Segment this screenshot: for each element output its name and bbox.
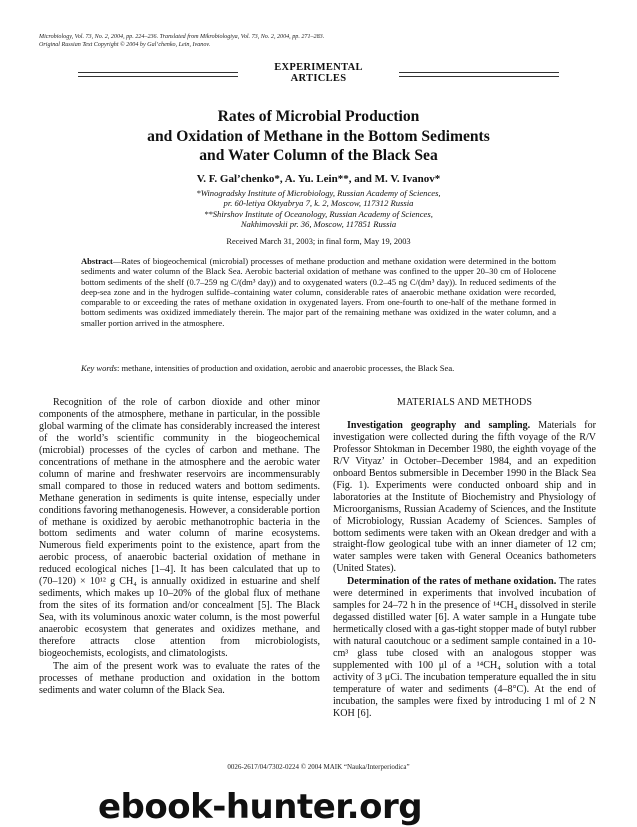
keywords-label: Key words — [81, 363, 118, 373]
runin-heading-oxidation: Determination of the rates of methane oxidation. — [347, 576, 557, 588]
section-rule-left-top — [78, 72, 238, 73]
methods-paragraph-1: Investigation geography and sampling. Materials for investigation were collected during the fifth voyage of the R/V Professor Shtokman in December 1980, the eighth voyage of the R/V Vityaz’ in October–December 1984, and an expedition onboard Bentos submersible in December 1990 in the Black Sea (Fig. 1). Experiments were conducted onboard ship and in laboratories at the Institute of Biochemistry and Physiology of Microorganisms, Russian Academy of Sciences, and the Institute of Microbiology, Russian Academy of Sciences. Samples of bottom sediments were taken with an Okean dredger and with a straight-flow geological tube with an inner diameter of 12 cm; water samples were taken with General Oceanics bathometers (United States). — [333, 419, 596, 575]
right-column — [333, 397, 596, 720]
section-rule-left-bottom — [78, 76, 238, 77]
received-date: Received March 31, 2003; in final form, May 19, 2003 — [226, 237, 411, 246]
abstract-text: —Rates of biogeochemical (microbial) processes of methane production and methane oxidation were determined in the bottom sediments and water column of the Black Sea. Aerobic bacterial oxidation of methane was confined to the upper 20–30 cm of Holocene bottom sediments of the shelf (0.7–259 ng C/(dm³ day)) and to oxygenated waters (0.2–45 ng C/(dm³ day)). In reduced sediments of the deep-sea zone and in the hydrogen sulfide–containing water column, considerable rates of anaerobic methane oxidation were recorded, comparable to or exceeding the rates of methane oxidation in oxygenated layers. From one-fourth to one-half of the methane formed in bottom sediments was oxidized immediately therein. The major part of the remaining methane was oxidized in the water column, and a smaller portion arrived in the atmosphere. — [81, 256, 556, 328]
copyright-line: Original Russian Text Copyright © 2004 by Gal’chenko, Lein, Ivanov. — [39, 42, 211, 48]
running-header — [39, 33, 599, 49]
keywords-text: : methane, intensities of production and oxidation, aerobic and anaerobic processes, the Black Sea. — [117, 363, 455, 373]
section-rule-right-top — [399, 72, 559, 73]
section-rule-right-bottom — [399, 76, 559, 77]
watermark: ebook-hunter.org — [98, 787, 423, 827]
abstract-label: Abstract — [81, 256, 113, 266]
section-heading-methods: MATERIALS AND METHODS — [396, 397, 533, 408]
intro-paragraph-1: Recognition of the role of carbon dioxide and other minor components of the atmosphere, methane in particular, in the possible global warming of the climate has considerably increased the interest of the world’s scientific community in the biogeochemical (microbial) processes of the cycles of carbon and methane. The concentrations of methane in the atmosphere and the aerobic water column of marine and freshwater reservoirs are incommensurably small compared to those in reduced waters and bottom sediments. Methane generation in sediments is quite intense, especially under conditions favoring methanogenesis. However, a considerable portion of methane is oxidized by aerobic methanotrophic bacteria in the bottom sediments and water column of marine ecosystems. Numerous field experiments point to the existence, apart from the aerobic process, of anaerobic bacterial oxidation of methane in reduced ecological niches [1–4]. It has been calculated that up to (70–120) × 10¹² g CH₄ is annually oxidized in estuarine and shelf sediments, which makes up 10–20% of the global flux of methane from the sites of its formation and/or concealment [5]. The Black Sea, with its voluminous anoxic water column, is the most powerful anaerobic ecosystem that generates and oxidizes methane, and therefore attracts close attention from microbiologists, biogeochemists, ecologists, and climatologists. — [39, 397, 320, 660]
runin-heading-sampling: Investigation geography and sampling. — [347, 419, 531, 431]
abstract — [81, 256, 556, 328]
article-title: Rates of Microbial Production and Oxidation of Methane in the Bottom Sediments and Water Column of the Black Sea — [147, 108, 490, 164]
section-label: EXPERIMENTAL ARTICLES — [274, 62, 363, 84]
journal-citation: Microbiology, Vol. 73, No. 2, 2004, pp. 224–236. Translated from Mikrobiologiya, Vol. 73, No. 2, 2004, pp. 271–283. — [39, 34, 325, 40]
methods-paragraph-2: Determination of the rates of methane oxidation. The rates were determined in experiments that involved incubation of samples for 24–72 h in the presence of ¹⁴CH₄ dissolved in sterile degassed distilled water [6]. A water sample in a Hungate tube hermetically closed with a gas-tight stopper made of butyl rubber with natural caoutchouc or a sediment sample contained in a 10-cm³ glass tube closed with an analogous stopper was supplemented with 100 μl of a ¹⁴CH₄ solution with a total activity of 3 μCi. The incubation temperature equalled the in situ temperature of water and sediments (4–8°C). At the end of incubation, the samples were fixed by introducing 1 ml of 2 N KOH [6]. — [333, 576, 596, 719]
keywords — [81, 363, 556, 373]
intro-paragraph-2: The aim of the present work was to evaluate the rates of the processes of methane production and oxidation in the bottom sediments and water column of the Black Sea. — [39, 660, 320, 696]
affiliations: *Winogradsky Institute of Microbiology, Russian Academy of Sciences, pr. 60-letiya Oktyabrya 7, k. 2, Moscow, 117312 Russia **Shirshov Institute of Oceanology, Russian Academy of Sciences, Nakhimovskii pr. 36, Moscow, 117851 Russia — [196, 188, 441, 230]
author-list: V. F. Gal’chenko*, A. Yu. Lein**, and M. V. Ivanov* — [196, 173, 441, 185]
page-footer: 0026-2617/04/7302-0224 © 2004 MAIK “Nauka/Interperiodica” — [227, 763, 410, 771]
left-column — [39, 397, 320, 697]
